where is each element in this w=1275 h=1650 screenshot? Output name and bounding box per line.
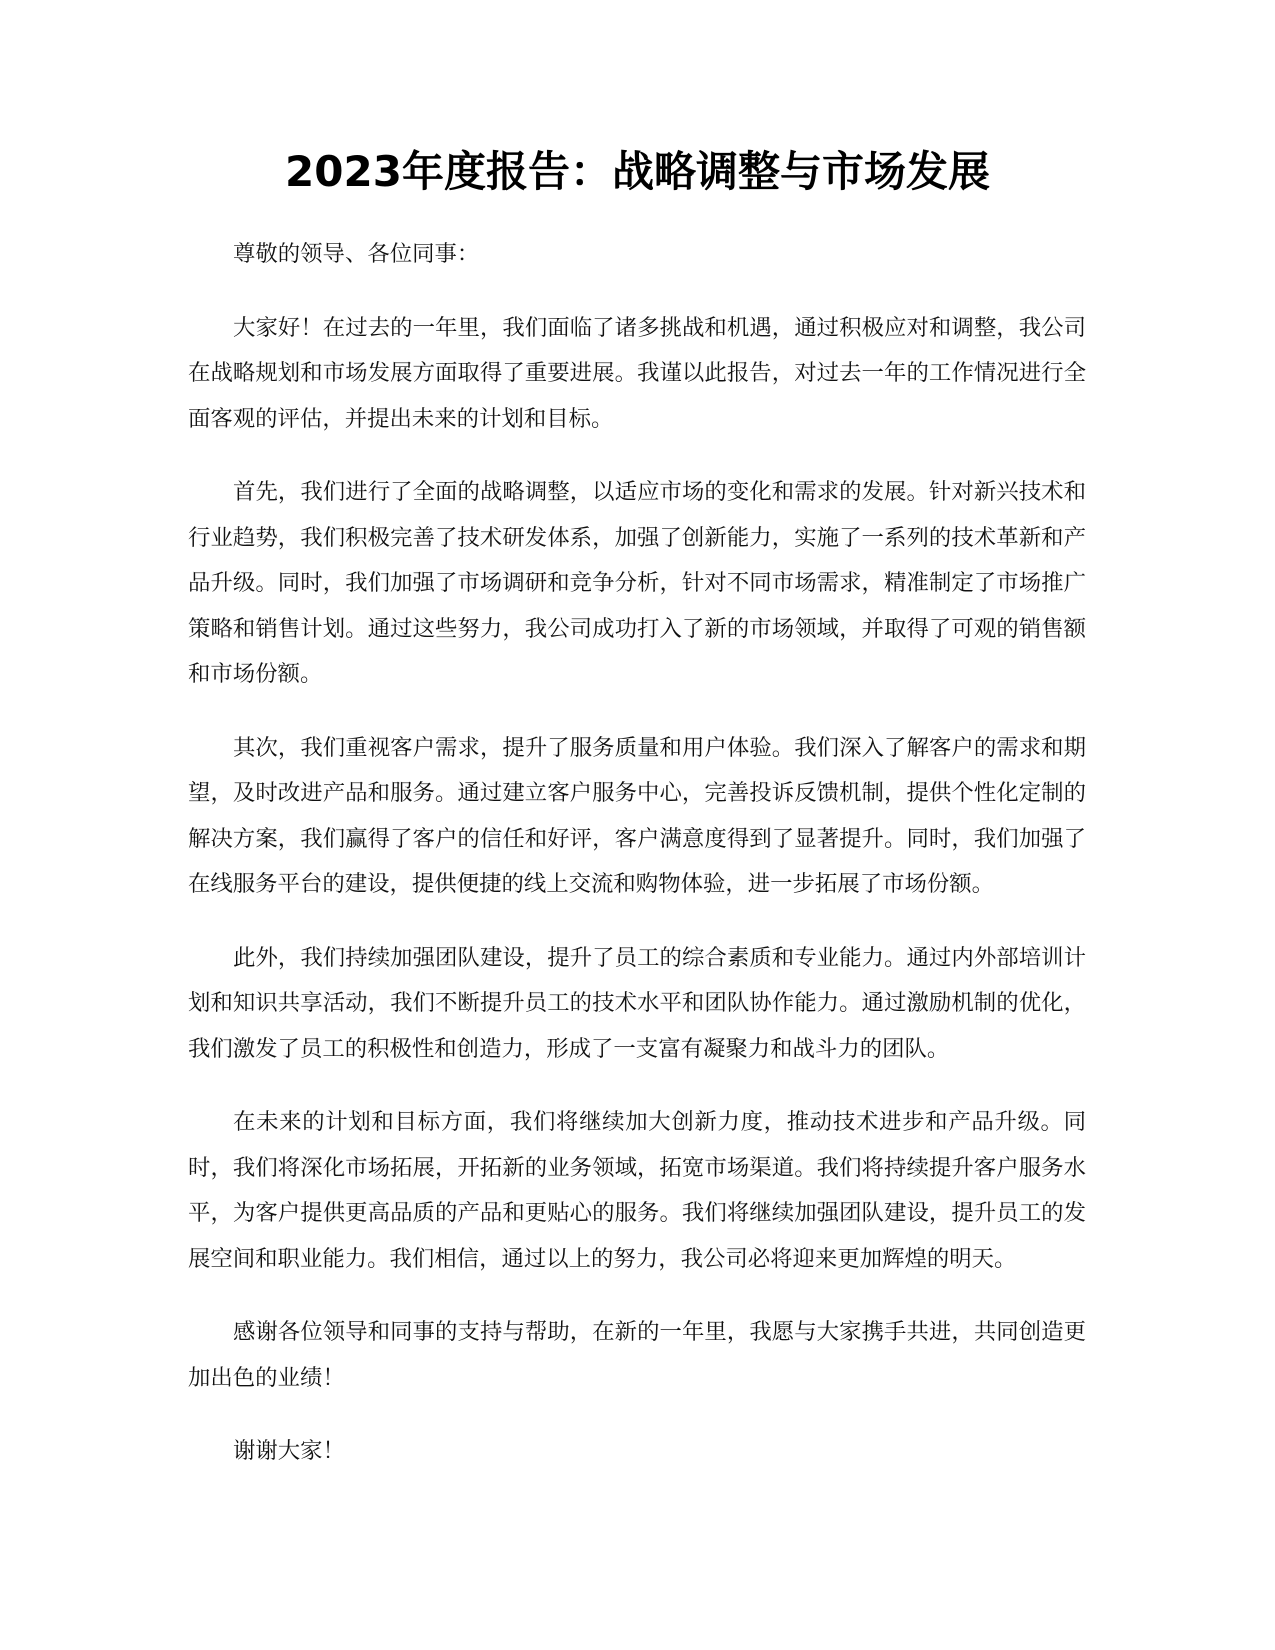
document-body	[188, 232, 1086, 1503]
document-title: 2023年度报告：战略调整与市场发展	[285, 147, 990, 196]
paragraph-strategy: 首先，我们进行了全面的战略调整，以适应市场的变化和需求的发展。针对新兴技术和行业趋势，我们积极完善了技术研发体系，加强了创新能力，实施了一系列的技术革新和产品升级。同时，我们加强了市场调研和竞争分析，针对不同市场需求，精准制定了市场推广策略和销售计划。通过这些努力，我公司成功打入了新的市场领域，并取得了可观的销售额和市场份额。	[188, 479, 1086, 687]
paragraph-intro: 大家好！在过去的一年里，我们面临了诸多挑战和机遇，通过积极应对和调整，我公司在战略规划和市场发展方面取得了重要进展。我谨以此报告，对过去一年的工作情况进行全面客观的评估，并提出未来的计划和目标。	[188, 314, 1086, 432]
paragraph-future: 在未来的计划和目标方面，我们将继续加大创新力度，推动技术进步和产品升级。同时，我们将深化市场拓展，开拓新的业务领域，拓宽市场渠道。我们将持续提升客户服务水平，为客户提供更高品质的产品和更贴心的服务。我们将继续加强团队建设，提升员工的发展空间和职业能力。我们相信，通过以上的努力，我公司必将迎来更加辉煌的明天。	[188, 1109, 1086, 1272]
paragraph-customers: 其次，我们重视客户需求，提升了服务质量和用户体验。我们深入了解客户的需求和期望，及时改进产品和服务。通过建立客户服务中心，完善投诉反馈机制，提供个性化定制的解决方案，我们赢得了客户的信任和好评，客户满意度得到了显著提升。同时，我们加强了在线服务平台的建设，提供便捷的线上交流和购物体验，进一步拓展了市场份额。	[188, 734, 1086, 897]
paragraph-thanks: 感谢各位领导和同事的支持与帮助，在新的一年里，我愿与大家携手共进，共同创造更加出色的业绩！	[188, 1319, 1086, 1391]
paragraph-team: 此外，我们持续加强团队建设，提升了员工的综合素质和专业能力。通过内外部培训计划和知识共享活动，我们不断提升员工的技术水平和团队协作能力。通过激励机制的优化，我们激发了员工的积极性和创造力，形成了一支富有凝聚力和战斗力的团队。	[188, 944, 1086, 1062]
closing: 谢谢大家！	[233, 1438, 345, 1464]
salutation: 尊敬的领导、各位同事：	[233, 241, 480, 267]
